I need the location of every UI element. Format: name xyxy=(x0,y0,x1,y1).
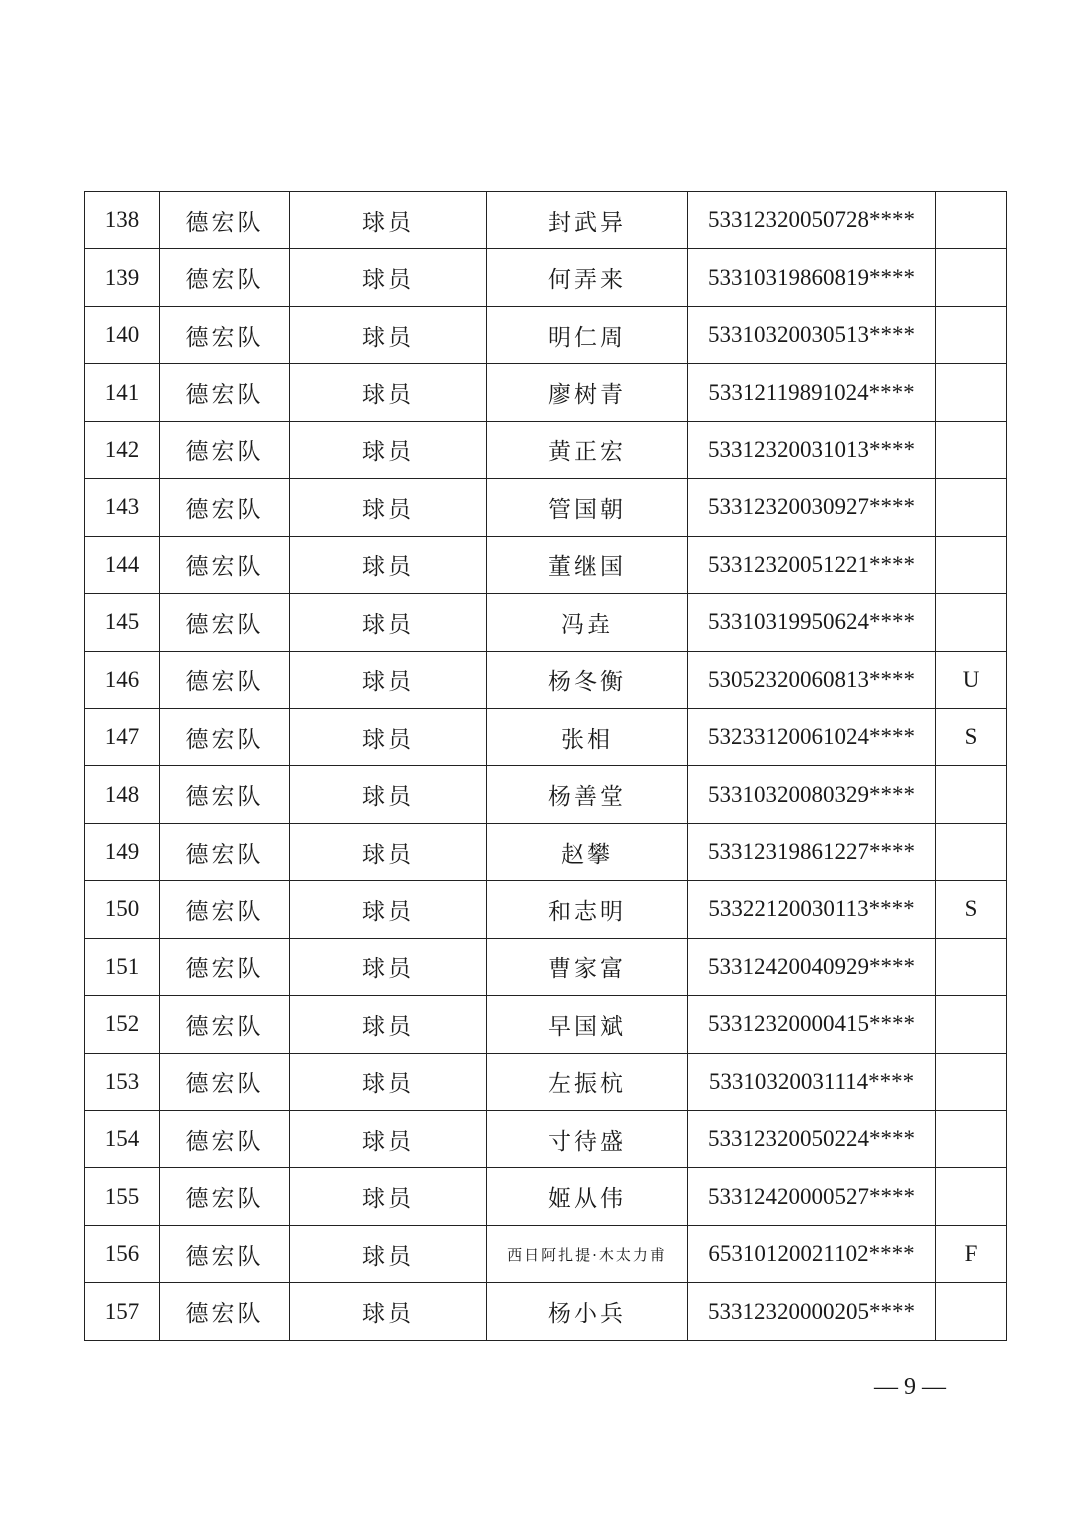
role-cell: 球员 xyxy=(290,306,487,363)
row-number-cell: 145 xyxy=(85,594,160,651)
mark-cell xyxy=(936,1283,1007,1340)
name-cell: 姬从伟 xyxy=(487,1168,688,1225)
role-cell: 球员 xyxy=(290,708,487,765)
roster-table-body xyxy=(85,192,1007,1341)
team-cell: 德宏队 xyxy=(160,996,290,1053)
table-row xyxy=(85,364,1007,421)
id-number-cell: 53310320031114**** xyxy=(688,1053,936,1110)
table-row xyxy=(85,996,1007,1053)
table-row xyxy=(85,1283,1007,1340)
team-cell: 德宏队 xyxy=(160,306,290,363)
table-row xyxy=(85,1053,1007,1110)
mark-cell: S xyxy=(936,881,1007,938)
role-cell: 球员 xyxy=(290,996,487,1053)
mark-cell: S xyxy=(936,708,1007,765)
table-row xyxy=(85,1168,1007,1225)
id-number-cell: 53312420040929**** xyxy=(688,938,936,995)
table-row xyxy=(85,1225,1007,1282)
mark-cell xyxy=(936,536,1007,593)
row-number-cell: 141 xyxy=(85,364,160,421)
table-row xyxy=(85,881,1007,938)
role-cell: 球员 xyxy=(290,594,487,651)
row-number-cell: 150 xyxy=(85,881,160,938)
table-row xyxy=(85,479,1007,536)
id-number-cell: 53312319861227**** xyxy=(688,823,936,880)
id-number-cell: 53310320030513**** xyxy=(688,306,936,363)
name-cell: 董继国 xyxy=(487,536,688,593)
id-number-cell: 53233120061024**** xyxy=(688,708,936,765)
team-cell: 德宏队 xyxy=(160,766,290,823)
mark-cell xyxy=(936,938,1007,995)
name-cell: 和志明 xyxy=(487,881,688,938)
id-number-cell: 53312320051221**** xyxy=(688,536,936,593)
table-row xyxy=(85,823,1007,880)
role-cell: 球员 xyxy=(290,1225,487,1282)
team-cell: 德宏队 xyxy=(160,881,290,938)
team-cell: 德宏队 xyxy=(160,364,290,421)
table-row xyxy=(85,1111,1007,1168)
id-number-cell: 53312320050728**** xyxy=(688,192,936,249)
row-number-cell: 154 xyxy=(85,1111,160,1168)
team-cell: 德宏队 xyxy=(160,594,290,651)
name-cell: 黄正宏 xyxy=(487,421,688,478)
id-number-cell: 53312320000415**** xyxy=(688,996,936,1053)
id-number-cell: 53312320030927**** xyxy=(688,479,936,536)
role-cell: 球员 xyxy=(290,1111,487,1168)
role-cell: 球员 xyxy=(290,938,487,995)
team-cell: 德宏队 xyxy=(160,249,290,306)
name-cell: 曹家富 xyxy=(487,938,688,995)
row-number-cell: 152 xyxy=(85,996,160,1053)
row-number-cell: 156 xyxy=(85,1225,160,1282)
mark-cell xyxy=(936,421,1007,478)
table-row xyxy=(85,651,1007,708)
role-cell: 球员 xyxy=(290,364,487,421)
role-cell: 球员 xyxy=(290,1283,487,1340)
mark-cell xyxy=(936,1168,1007,1225)
role-cell: 球员 xyxy=(290,421,487,478)
name-cell: 杨善堂 xyxy=(487,766,688,823)
team-cell: 德宏队 xyxy=(160,1053,290,1110)
name-cell: 杨冬衡 xyxy=(487,651,688,708)
id-number-cell: 65310120021102**** xyxy=(688,1225,936,1282)
role-cell: 球员 xyxy=(290,1053,487,1110)
id-number-cell: 53312320050224**** xyxy=(688,1111,936,1168)
mark-cell xyxy=(936,249,1007,306)
row-number-cell: 148 xyxy=(85,766,160,823)
team-cell: 德宏队 xyxy=(160,1225,290,1282)
name-cell: 冯垚 xyxy=(487,594,688,651)
id-number-cell: 53312119891024**** xyxy=(688,364,936,421)
table-row xyxy=(85,249,1007,306)
table-row xyxy=(85,708,1007,765)
mark-cell xyxy=(936,823,1007,880)
id-number-cell: 53310319950624**** xyxy=(688,594,936,651)
id-number-cell: 53312320000205**** xyxy=(688,1283,936,1340)
mark-cell xyxy=(936,766,1007,823)
id-number-cell: 53312420000527**** xyxy=(688,1168,936,1225)
role-cell: 球员 xyxy=(290,536,487,593)
name-cell: 廖树青 xyxy=(487,364,688,421)
team-cell: 德宏队 xyxy=(160,651,290,708)
name-cell: 张相 xyxy=(487,708,688,765)
table-row xyxy=(85,536,1007,593)
name-cell: 寸待盛 xyxy=(487,1111,688,1168)
name-cell: 西日阿扎提·木太力甫 xyxy=(487,1225,688,1282)
name-cell: 何弄来 xyxy=(487,249,688,306)
mark-cell: F xyxy=(936,1225,1007,1282)
name-cell: 封武异 xyxy=(487,192,688,249)
row-number-cell: 147 xyxy=(85,708,160,765)
table-row xyxy=(85,766,1007,823)
table-row xyxy=(85,192,1007,249)
row-number-cell: 157 xyxy=(85,1283,160,1340)
role-cell: 球员 xyxy=(290,192,487,249)
mark-cell xyxy=(936,306,1007,363)
team-cell: 德宏队 xyxy=(160,938,290,995)
table-row xyxy=(85,938,1007,995)
row-number-cell: 143 xyxy=(85,479,160,536)
row-number-cell: 144 xyxy=(85,536,160,593)
name-cell: 明仁周 xyxy=(487,306,688,363)
name-cell: 管国朝 xyxy=(487,479,688,536)
role-cell: 球员 xyxy=(290,766,487,823)
team-cell: 德宏队 xyxy=(160,192,290,249)
id-number-cell: 53310320080329**** xyxy=(688,766,936,823)
mark-cell xyxy=(936,996,1007,1053)
table-row xyxy=(85,306,1007,363)
role-cell: 球员 xyxy=(290,249,487,306)
mark-cell: U xyxy=(936,651,1007,708)
name-cell: 早国斌 xyxy=(487,996,688,1053)
table-row xyxy=(85,421,1007,478)
name-cell: 左振杭 xyxy=(487,1053,688,1110)
team-cell: 德宏队 xyxy=(160,1111,290,1168)
roster-table xyxy=(84,191,1007,1341)
role-cell: 球员 xyxy=(290,651,487,708)
row-number-cell: 138 xyxy=(85,192,160,249)
page-number: — 9 — xyxy=(874,1374,946,1400)
role-cell: 球员 xyxy=(290,1168,487,1225)
id-number-cell: 53322120030113**** xyxy=(688,881,936,938)
team-cell: 德宏队 xyxy=(160,479,290,536)
id-number-cell: 53052320060813**** xyxy=(688,651,936,708)
row-number-cell: 155 xyxy=(85,1168,160,1225)
mark-cell xyxy=(936,364,1007,421)
name-cell: 赵攀 xyxy=(487,823,688,880)
mark-cell xyxy=(936,1053,1007,1110)
mark-cell xyxy=(936,594,1007,651)
table-row xyxy=(85,594,1007,651)
row-number-cell: 151 xyxy=(85,938,160,995)
row-number-cell: 153 xyxy=(85,1053,160,1110)
role-cell: 球员 xyxy=(290,479,487,536)
team-cell: 德宏队 xyxy=(160,536,290,593)
row-number-cell: 142 xyxy=(85,421,160,478)
row-number-cell: 140 xyxy=(85,306,160,363)
mark-cell xyxy=(936,1111,1007,1168)
role-cell: 球员 xyxy=(290,823,487,880)
team-cell: 德宏队 xyxy=(160,421,290,478)
mark-cell xyxy=(936,479,1007,536)
id-number-cell: 53310319860819**** xyxy=(688,249,936,306)
role-cell: 球员 xyxy=(290,881,487,938)
row-number-cell: 146 xyxy=(85,651,160,708)
team-cell: 德宏队 xyxy=(160,823,290,880)
row-number-cell: 149 xyxy=(85,823,160,880)
team-cell: 德宏队 xyxy=(160,1283,290,1340)
team-cell: 德宏队 xyxy=(160,708,290,765)
name-cell: 杨小兵 xyxy=(487,1283,688,1340)
team-cell: 德宏队 xyxy=(160,1168,290,1225)
id-number-cell: 53312320031013**** xyxy=(688,421,936,478)
row-number-cell: 139 xyxy=(85,249,160,306)
mark-cell xyxy=(936,192,1007,249)
